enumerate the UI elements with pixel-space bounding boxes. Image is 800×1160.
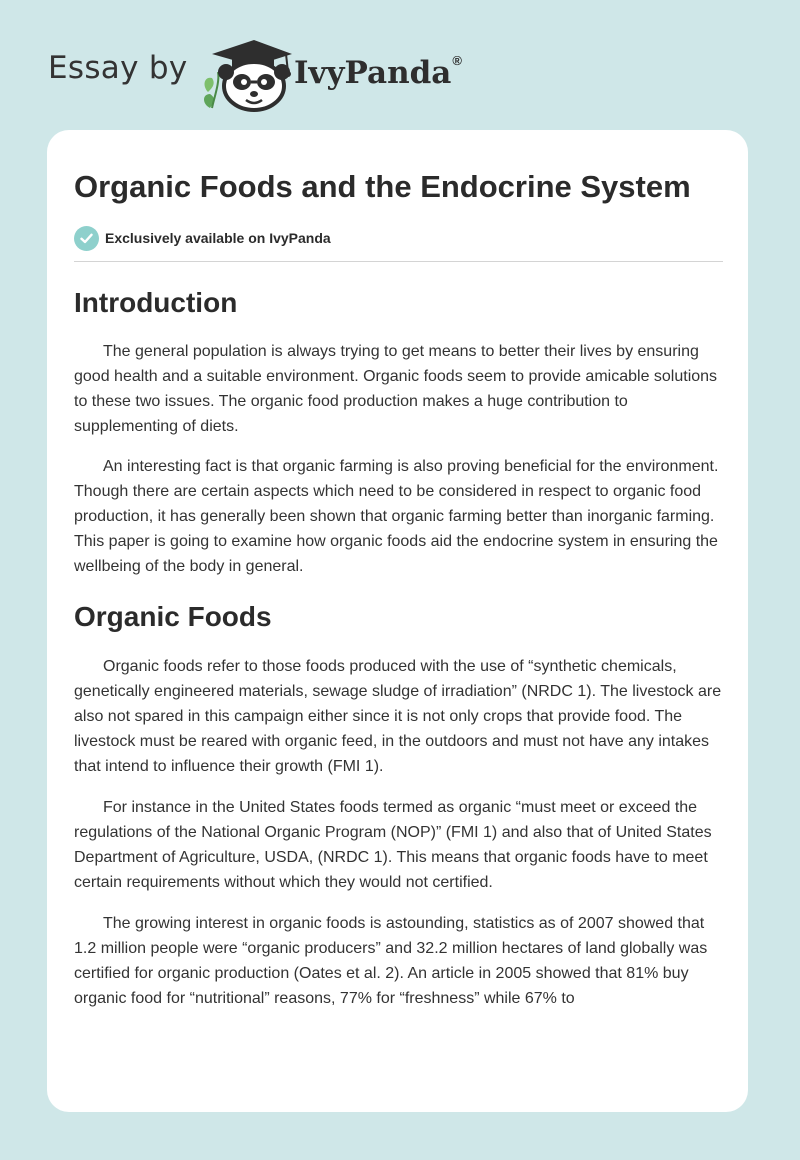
section-heading: Organic Foods — [74, 601, 272, 632]
exclusive-badge — [74, 225, 724, 251]
section-organic-foods — [74, 600, 724, 1011]
essay-content — [74, 166, 724, 1011]
brand-name[interactable]: IvyPanda® — [294, 53, 462, 91]
paragraph: The general population is always trying to get means to better their lives by ensuring good health and a suitable environment. Organic foods seem to provide amicable solutions to these two issues. The organic food production makes a huge contribution to supplementing of diets. — [74, 343, 718, 435]
check-icon — [74, 226, 99, 251]
paragraph: For instance in the United States foods termed as organic “must meet or exceed the regulations of the National Organic Program (NOP)” (FMI 1) and also that of United States Department of Agriculture, USDA, (NRDC 1). This means that organic foods have to meet certain requirements without which they would not certified. — [74, 799, 712, 891]
paragraph: An interesting fact is that organic farming is also proving beneficial for the environment. Though there are certain aspects which need to be considered in respect to organic food production, it has generally been shown that organic farming better than inorganic farming. This paper is going to examine how organic foods aid the endocrine system in ensuring the wellbeing of the body in general. — [74, 458, 719, 575]
panda-logo-icon[interactable] — [198, 32, 294, 112]
section-heading: Introduction — [74, 287, 238, 318]
essay-card — [47, 130, 748, 1112]
section-introduction — [74, 286, 724, 579]
exclusive-badge-label: Exclusively available on IvyPanda — [105, 230, 331, 246]
paragraph: Organic foods refer to those foods produced with the use of “synthetic chemicals, genetically engineered materials, sewage sludge of irradiation” (NRDC 1). The livestock are also not spared in this campaign either since it is not only crops that provide food. The livestock must be reared with organic feed, in the outdoors and must not have any intakes that intend to influence their growth (FMI 1). — [74, 658, 722, 775]
paragraph: The growing interest in organic foods is astounding, statistics as of 2007 showed that 1.2 million people were “organic producers” and 32.2 million hectares of land globally was certified for organic production (Oates et al. 2). An article in 2005 showed that 81% buy organic food for “nutritional” reasons, 77% for “freshness” while 67% to — [74, 915, 708, 1007]
site-header — [48, 28, 508, 114]
essay-by-label: Essay by — [48, 50, 188, 86]
page-title: Organic Foods and the Endocrine System — [74, 169, 691, 204]
divider — [74, 261, 723, 262]
